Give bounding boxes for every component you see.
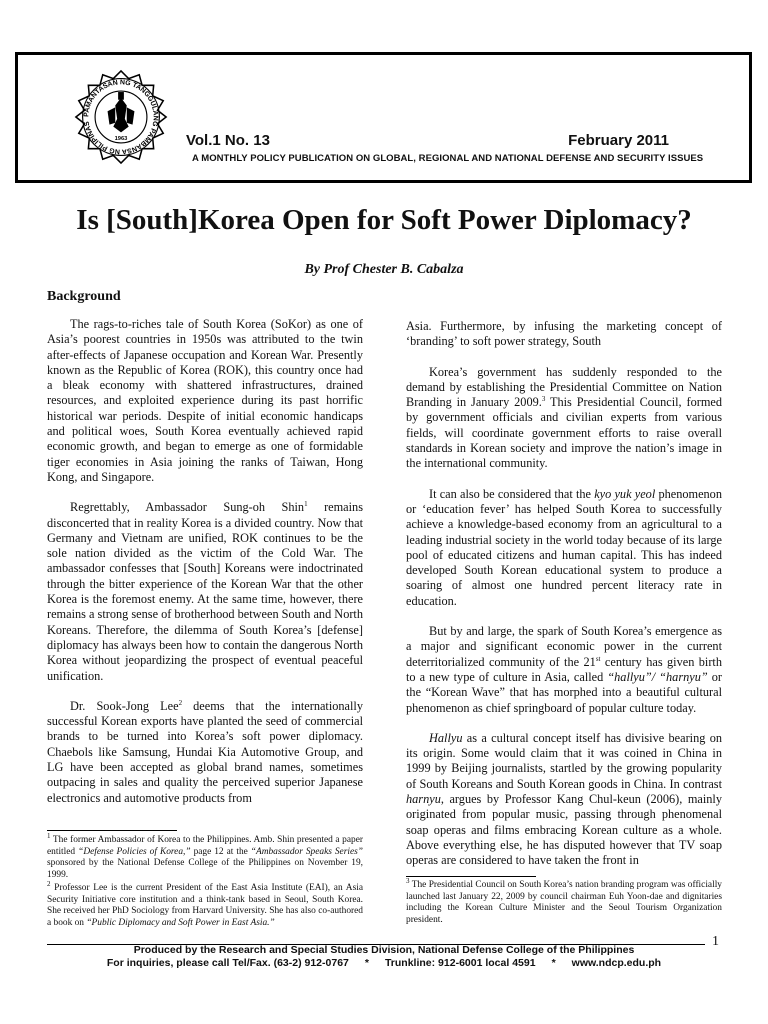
paragraph: Korea’s government has suddenly responded to the demand by establishing the Presidential Committee on Nation Branding in January 2009.$^3$ This Presidential Council, formed by government officials and civilian experts from various fields, will coordinate government efforts to raise overall standards in Korean society and improve the nation’s image in the international community. [406,364,722,471]
footnote-rule [47,830,177,831]
footer-producer-line: Produced by the Research and Special Studies Division, National Defense College of the Philippines [133,944,635,956]
footer-website-link[interactable]: www.ndcp.edu.ph [571,957,662,969]
footnote: $^3$ The Presidential Council on South Korea’s nation branding program was officially launched last January 22, 2009 by council chairman Euh Yoon-dae and dignitaries including the Korean Culture Minister and the Seoul Tourism Organization president. [406,876,722,925]
paragraph: Regrettably, Ambassador Sung-oh Shin$^1$ remains disconcerted that in reality Korea is a divided country. Now that Germany and Vietnam are unified, ROK continues to be the sole nation divided as the victim of the Cold War. The ambassador confesses that [South] Koreans were indoctrinated through the bitter experience of the Korean War that the other Korea is the foremost enemy. At the same time, however, there remains a strong sense of brotherhood between South and North Koreans. Therefore, the dilemma of South Korea’s [defense] diplomacy has always been how to contain the dangerous North Korea without jeopardizing the prospect of eventual peaceful unification. [47,500,363,683]
footnote-ref: 2 [178,698,183,707]
footnotes-left [47,831,363,931]
footer-inquiries: For inquiries, please call Tel/Fax. (63-2) 912-0767 [106,957,349,969]
left-column [47,317,363,821]
article-byline: By Prof Chester B. Cabalza [304,262,464,277]
footnotes-right [406,876,722,928]
article-title: Is [South]Korea Open for Soft Power Diplomacy? [76,204,692,236]
masthead-box [15,52,752,183]
footnote: $^1$ The former Ambassador of Korea to the Philippines. Amb. Shin presented a paper entitled “Defense Policies of Korea,” page 12 at the “Ambassador Speaks Series” sponsored by the National Defense College of the Philippines on November 19, 1999. [47,831,363,880]
footnote-ref: 1 [304,500,308,509]
seal-year: 1963 [114,136,128,143]
paragraph: But by and large, the spark of South Korea’s emergence as a major and significant economic power in the current deterritorialized community of the 21st century has given birth to a new type of culture in Asia, called “hallyu”/ “harnyu” or the “Korean Wave” that has morphed into a beautiful cultural phenomenon as chief springboard of popular culture today. [406,624,722,715]
paragraph: Hallyu as a cultural concept itself has divisive bearing on its origin. Some would claim that it was coined in China in 1999 by Beijing journalists, startled by the growing popularity of South Koreans and South Korean goods in China. In contrast harnyu, argues by Professor Kang Chul-keun (2006), mainly originated from popular music, passing through phenomenal soap operas and films embracing Korean culture as a whole. Above everything else, he has disputed however that TV soap operas are considered to have taken the front in [406,730,722,868]
footer-contact-line [0,957,768,969]
footnote-ref: 3 [541,395,546,404]
paragraph: Dr. Sook-Jong Lee$^2$ deems that the internationally successful Korean exports have planted the seed of commercial brands to be turned into Korea’s soft power diplomacy. Chaebols like Samsung, Hundai Kia Automotive Group, and LG have been accepted as global brand names, sometimes outpacing in sales and quality the perceived superior Japanese electronics and automotive products from [47,698,363,805]
right-column [406,319,722,884]
page-number: 1 [712,934,719,949]
footnote: $^2$ Professor Lee is the current President of the East Asia Institute (EAI), an Asia Security Initiative core institution and a think-tank based in Seoul, South Korea. She received her PhD Sociology from Harvard University. She has also co-authored a book on “Public Diplomacy and Soft Power in East Asia.” [47,879,363,928]
paragraph: Asia. Furthermore, by infusing the marketing concept of ‘branding’ to soft power strategy, South [406,319,722,349]
volume-number: Vol.1 No. 13 [186,132,270,149]
footer-separator: * [551,957,556,969]
section-heading: Background [47,289,121,304]
footnote-rule [406,876,536,877]
footer-trunkline: Trunkline: 912-6001 local 4591 [384,957,536,969]
publication-tagline: A MONTHLY POLICY PUBLICATION ON GLOBAL, REGIONAL AND NATIONAL DEFENSE AND SECURITY ISSUES [192,153,704,164]
paragraph: The rags-to-riches tale of South Korea (SoKor) as one of Asia’s poorest countries in 1950s was attributed to the twin after-effects of Japanese occupation and Korean War. Presently known as the Republic of Korea (ROK), this country once had a bleak economy with shattered infrastructures, drained resources, and exploited experience during its past horrific historical war periods. Despite of initial economic handicaps and political woes, South Korea eventually achieved rapid economic growth, and began to emerge as one of formidable tiger economies in Asia joining the ranks of Taiwan, Hong Kong, and Singapore. [47,317,363,484]
ndcp-seal-logo [73,69,169,165]
paragraph: It can also be considered that the kyo yuk yeol phenomenon or ‘education fever’ has helped South Korea to successfully achieve a knowledge-based economy from an agricultural to a leading industrial society in the world today because of its large pool of educated citizens and human capital. This has indeed developed South Korean educational system to produce a soaring of almost one hundred percent literacy rate in education. [406,486,722,608]
seal-text: PAMANTASAN NG TANGGULANG PAMBANSA NG PILIPINAS [83,79,159,155]
footer-separator: * [364,957,369,969]
issue-date: February 2011 [568,132,669,149]
